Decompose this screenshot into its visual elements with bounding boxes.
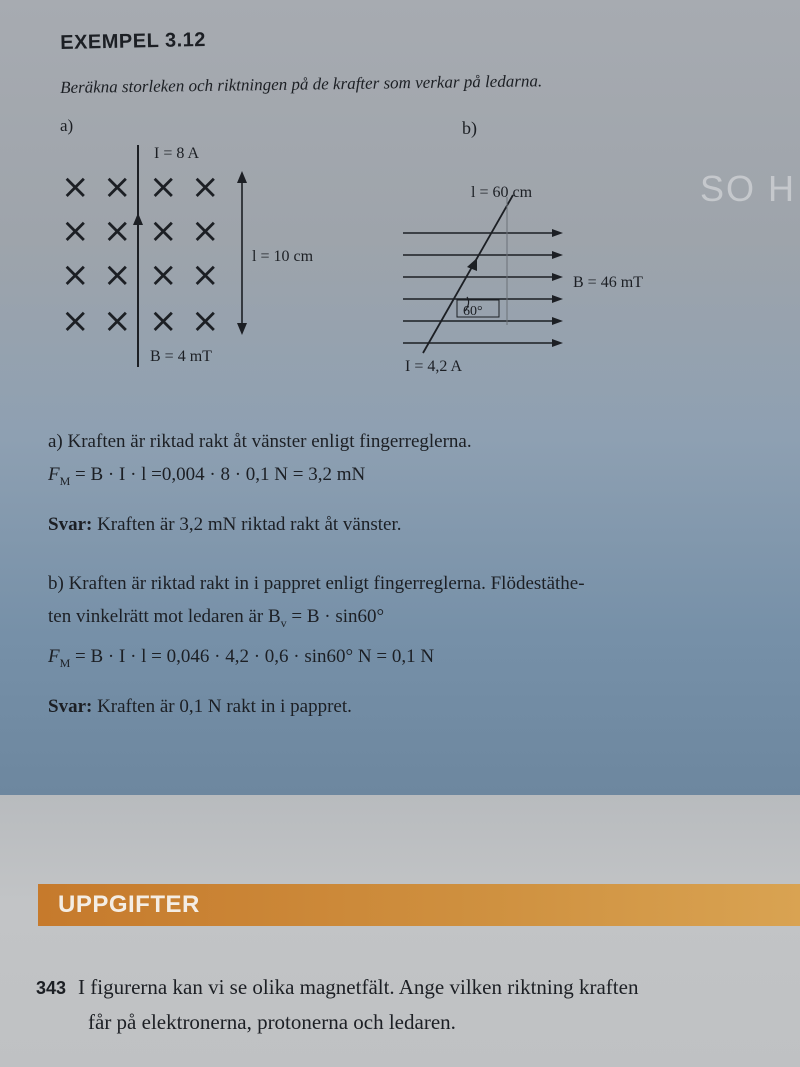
- solution-a-statement: a) Kraften är riktad rakt åt vänster enligt fingerreglerna.: [48, 431, 472, 452]
- length-label-b: l = 60 cm: [471, 184, 533, 201]
- field-cross-3-2: ×: [149, 301, 178, 341]
- field-cross-2-2: ×: [149, 255, 178, 295]
- force-symbol: F: [48, 464, 60, 485]
- field-label-b: B = 46 mT: [573, 274, 643, 291]
- component-subscript: v: [280, 615, 287, 630]
- field-cross-2-0: ×: [61, 255, 90, 295]
- current-label-b: I = 4,2 A: [405, 358, 463, 375]
- solution-a: [48, 425, 788, 541]
- solution-a-equation: [48, 458, 788, 498]
- answer-label: Svar:: [48, 513, 93, 535]
- example-heading: EXEMPEL 3.12: [60, 28, 207, 54]
- answer-text: Kraften är 3,2 mN riktad rakt åt vänster.: [92, 513, 402, 535]
- field-arrowhead-1: [552, 251, 563, 259]
- field-cross-1-1: ×: [103, 211, 132, 251]
- force-subscript: M: [59, 473, 71, 488]
- solution-b: [48, 567, 788, 723]
- figure-b: [395, 175, 685, 380]
- solution-a-answer: [48, 508, 788, 541]
- tasks-banner-title: UPPGIFTER: [58, 891, 200, 918]
- field-cross-1-0: ×: [61, 211, 90, 251]
- answer-label-b: Svar:: [48, 695, 93, 717]
- solution-b-answer: [48, 690, 788, 723]
- length-label: l = 10 cm: [252, 248, 314, 265]
- field-cross-2-1: ×: [103, 255, 132, 295]
- field-arrowhead-5: [552, 339, 563, 347]
- solution-b-component: [48, 600, 788, 640]
- angle-label: 60°: [463, 304, 483, 319]
- force-subscript-b: M: [59, 655, 71, 670]
- component-formula: = B · sin60°: [286, 606, 385, 627]
- tasks-banner: [38, 884, 800, 926]
- field-arrowhead-2: [552, 273, 563, 281]
- current-label: I = 8 A: [154, 145, 200, 162]
- field-cross-0-0: ×: [61, 167, 90, 207]
- field-arrowhead-0: [552, 229, 563, 237]
- force-symbol-b: F: [48, 645, 60, 667]
- solution-b-equation-body: = B · I · l = 0,046 · 4,2 · 0,6 · sin60° N = 0,1 N: [70, 645, 435, 667]
- component-text: ten vinkelrätt mot ledaren är B: [48, 606, 281, 627]
- figure-a: [50, 135, 350, 375]
- problem-text-1: I figurerna kan vi se olika magnetfält. Ange vilken riktning kraften: [78, 975, 639, 999]
- field-arrowhead-3: [552, 295, 563, 303]
- current-arrow: [133, 213, 143, 225]
- field-label: B = 4 mT: [150, 348, 212, 365]
- field-cross-0-2: ×: [149, 167, 178, 207]
- field-cross-0-3: ×: [191, 167, 220, 207]
- problem-line-2: [36, 1005, 786, 1039]
- field-cross-3-3: ×: [191, 301, 220, 341]
- length-arrow-bottom: [237, 323, 247, 335]
- current-arrow-b: [467, 258, 477, 271]
- field-cross-3-0: ×: [61, 301, 90, 341]
- conductor-line-b: [423, 195, 513, 353]
- problem-text-2: får på elektronerna, protonerna och ledaren.: [88, 1010, 456, 1034]
- problem-number: 343: [36, 978, 67, 998]
- solution-a-equation-body: = B · I · l =0,004 · 8 · 0,1 N = 3,2 mN: [70, 464, 366, 485]
- field-cross-1-2: ×: [149, 211, 178, 251]
- field-cross-3-1: ×: [103, 301, 132, 341]
- field-arrowhead-4: [552, 317, 563, 325]
- problem-343: [36, 970, 786, 1039]
- solution-b-statement: b) Kraften är riktad rakt in i pappret enligt fingerreglerna. Flödestäthe-: [48, 573, 585, 594]
- field-into-page-crosses: [61, 167, 220, 341]
- solution-b-equation: [48, 640, 788, 680]
- example-intro: Beräkna storleken och riktningen på de krafter som verkar på ledarna.: [60, 71, 543, 97]
- margin-note: SO H: [700, 168, 797, 209]
- figure-a-label: a): [60, 116, 74, 135]
- field-cross-0-1: ×: [103, 167, 132, 207]
- problem-line-1: [36, 970, 786, 1005]
- answer-text-b: Kraften är 0,1 N rakt in i pappret.: [92, 695, 352, 717]
- length-arrow-top: [237, 171, 247, 183]
- figure-b-label: b): [462, 118, 477, 138]
- field-cross-1-3: ×: [191, 211, 220, 251]
- field-cross-2-3: ×: [191, 255, 220, 295]
